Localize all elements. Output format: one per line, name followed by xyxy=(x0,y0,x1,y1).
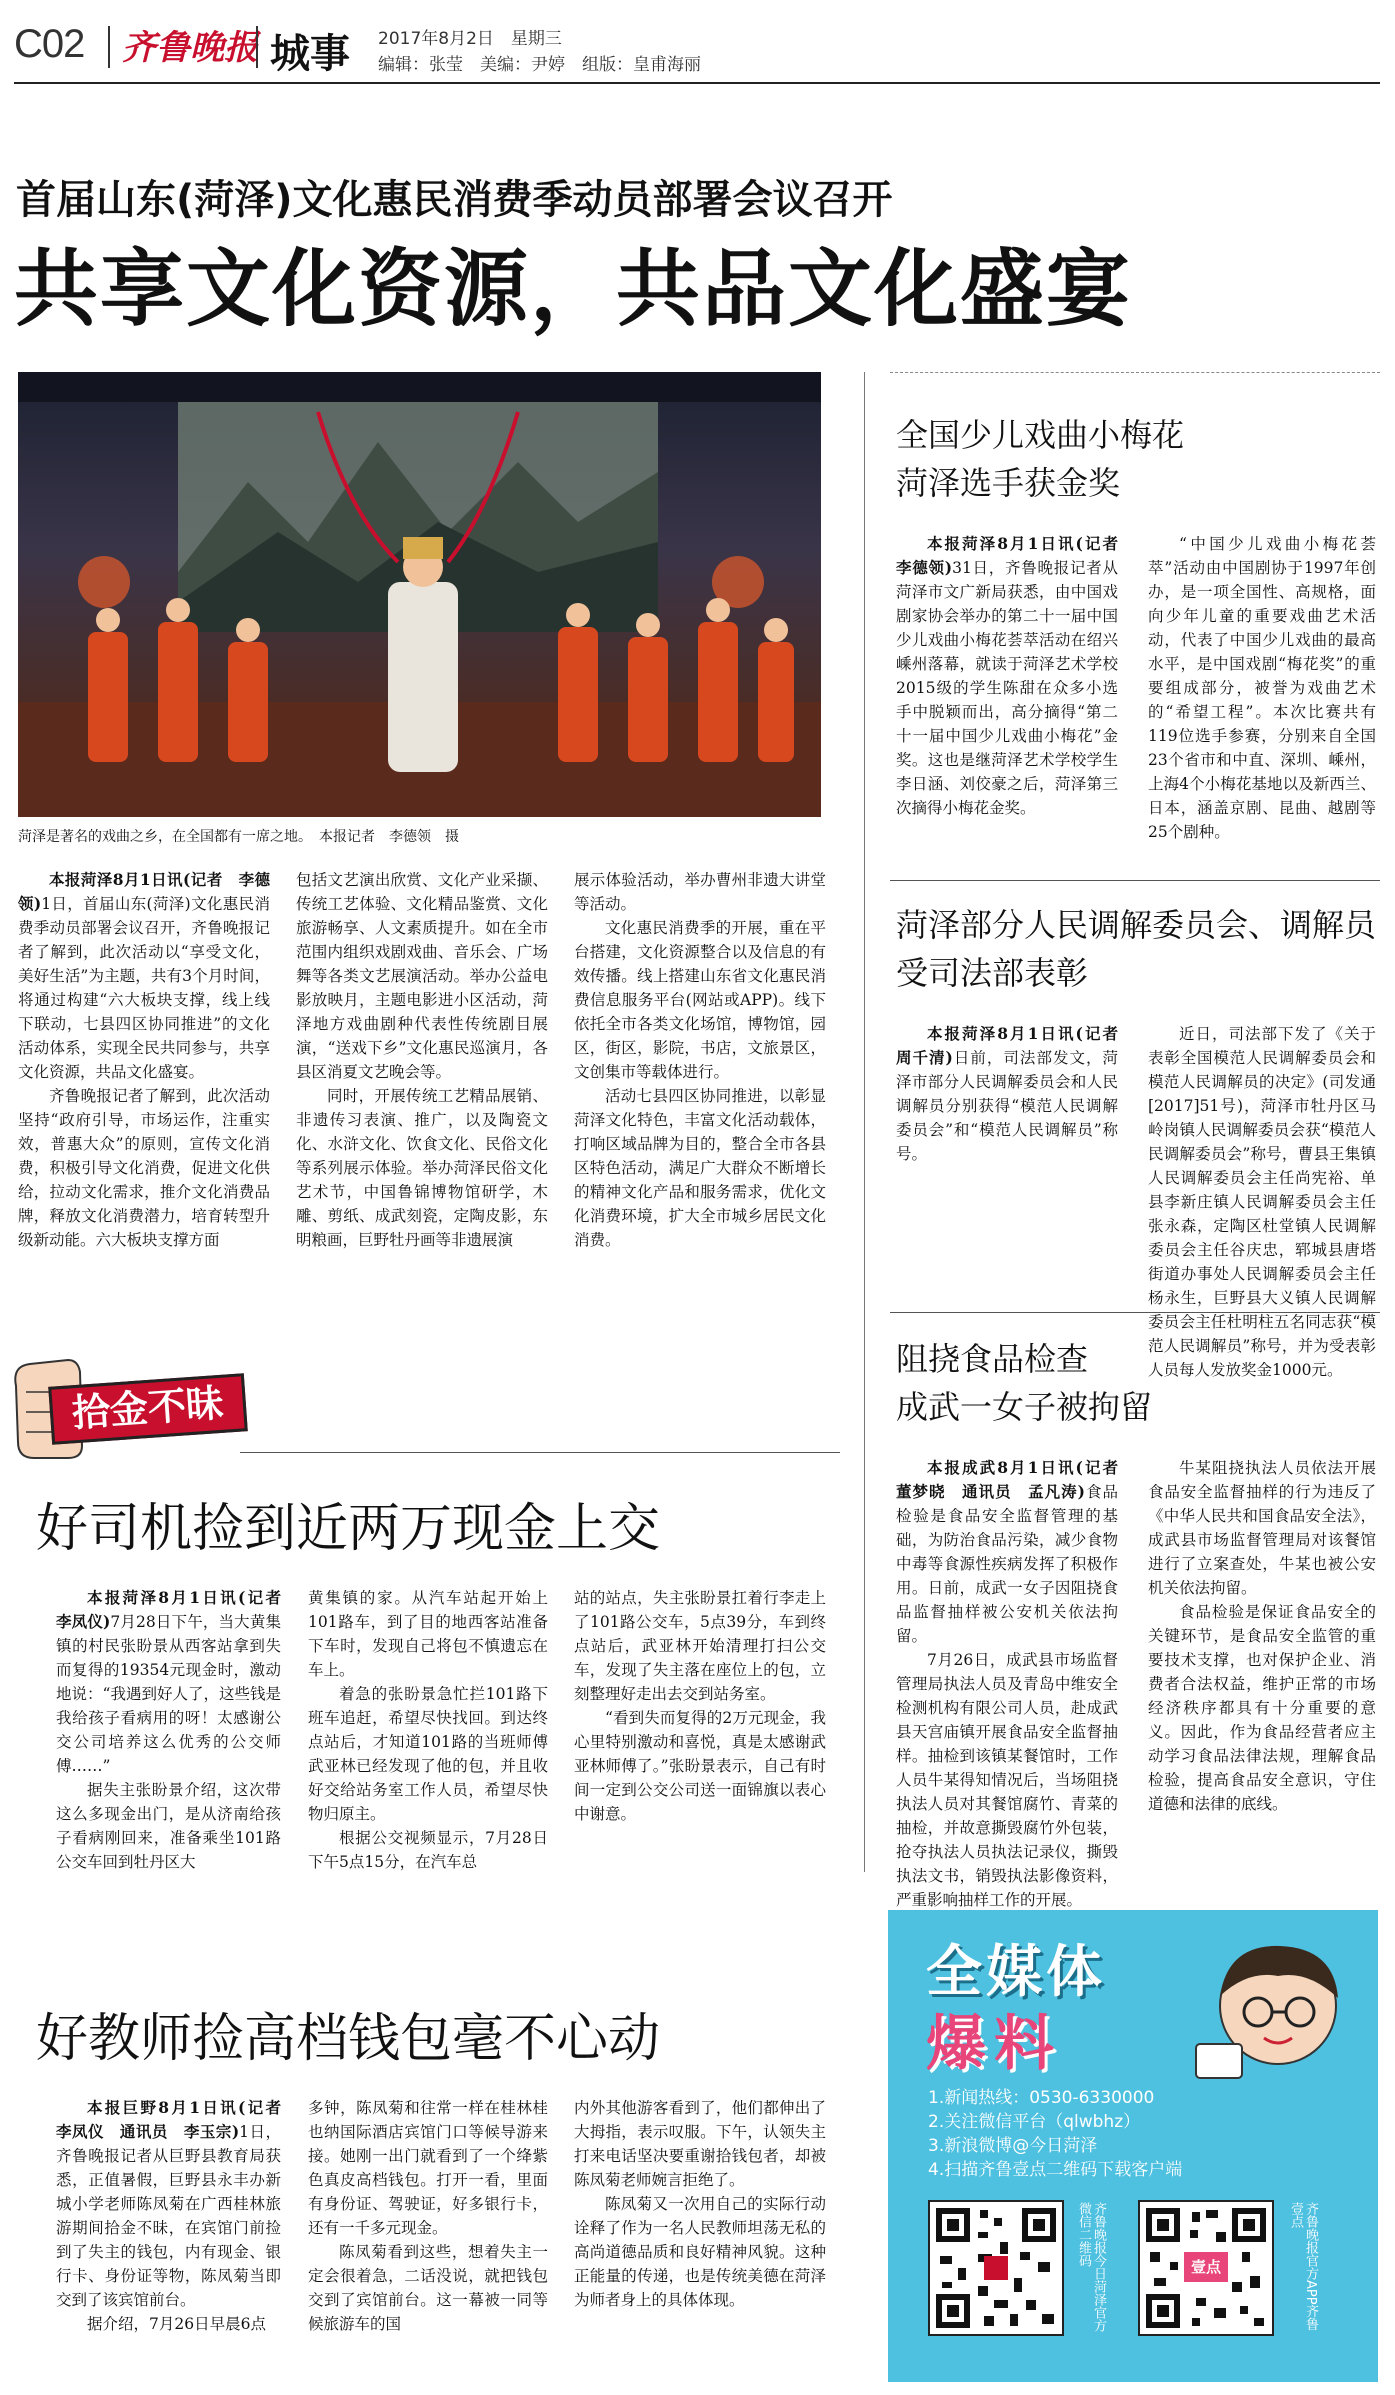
ad-contact-line: 3.新浪微博@今日菏泽 xyxy=(928,2136,1098,2156)
side3-column-2 xyxy=(1148,1456,1376,1816)
header-divider xyxy=(256,26,258,68)
side1-paragraph: 31日，齐鲁晚报记者从菏泽市文广新局获悉，由中国戏剧家协会举办的第二十一届中国少儿戏曲小梅花荟萃活动在绍兴嵊州落幕，就读于菏泽艺术学校2015级的学生陈甜在众多小选手中脱颖而出，高分摘得“第二十一届中国少儿戏曲小梅花”金奖。这也是继菏泽艺术学校学生李日涵、刘佼豪之后，菏泽第三次摘得小梅花金奖。 xyxy=(896,559,1118,817)
side1-byline: 本报菏泽8月1日讯(记者 李德领) xyxy=(896,534,1134,577)
lead-paragraph: 同时，开展传统工艺精品展销、非遗传习表演、推广，以及陶瓷文化、水浒文化、饮食文化、民俗文化等系列展示体验。举办菏泽民俗文化艺术节，中国鲁锦博物馆研学，木雕、剪纸、成武刻瓷，定陶皮影，东明粮画，巨野牡丹画等非遗展演 xyxy=(296,1087,548,1249)
section-rule xyxy=(890,1312,1380,1313)
lead-column-1 xyxy=(18,868,270,1252)
photo-caption: 菏泽是著名的戏曲之乡，在全国都有一席之地。 本报记者 李德领 摄 xyxy=(18,829,459,845)
ad-contact-line: 1.新闻热线：0530-6330000 xyxy=(928,2088,1155,2108)
story2-column-3 xyxy=(574,1586,826,1826)
story3-column-3 xyxy=(574,2096,826,2312)
section-name: 城事 xyxy=(270,31,350,77)
side2-byline: 本报菏泽8月1日讯(记者 周千清) xyxy=(896,1024,1134,1067)
column-badge xyxy=(8,1346,240,1466)
lead-paragraph: 活动七县四区协同推进，以彰显菏泽文化特色，丰富文化活动载体，打响区域品牌为目的，整合全市各县区特色活动，满足广大群众不断增长的精神文化产品和服务需求，优化文化消费环境，扩大全市城乡居民文化消费。 xyxy=(574,1087,826,1249)
lead-paragraph: 1日，首届山东(菏泽)文化惠民消费季动员部署会议召开，齐鲁晚报记者了解到，此次活动以“享受文化，美好生活”为主题，共有3个月时间，将通过构建“六大板块支撑，线上线下联动，七县四区协同推进”的文化活动体系，实现全民共同参与，共享文化资源，共品文化盛宴。 xyxy=(18,895,270,1081)
side3-byline: 本报成武8月1日讯(记者 董梦晓 通讯员 孟凡涛) xyxy=(896,1458,1134,1501)
lead-paragraph: 展示体验活动，举办曹州非遗大讲堂等活动。 xyxy=(574,871,826,913)
story2-column-2 xyxy=(308,1586,548,1874)
side1-paragraph: “中国少儿戏曲小梅花荟萃”活动由中国剧协于1997年创办，是一项全国性、高规格，面向少年儿童的重要戏曲艺术活动，代表了中国少儿戏曲的最高水平，是中国戏剧“梅花奖”的重要组成部分，被誉为戏曲艺术的“希望工程”。本次比赛共有119位选手参赛，分别来自全国23个省市和中直、深圳、嵊州，上海4个小梅花基地以及新西兰、日本，涵盖京剧、昆曲、越剧等25个剧种。 xyxy=(1148,535,1376,841)
ad-contact-line: 4.扫描齐鲁壹点二维码下载客户端 xyxy=(928,2160,1183,2180)
section-rule xyxy=(240,1452,840,1453)
lead-title: 共享文化资源，共品文化盛宴 xyxy=(14,240,1133,338)
story3-title: 好教师捡高档钱包毫不心动 xyxy=(36,2009,661,2069)
qr-code-icon xyxy=(930,2202,1062,2334)
section-rule xyxy=(890,372,1380,373)
wechat-qr-label: 齐鲁晚报今日菏泽官方微信二维码 xyxy=(1076,2202,1106,2332)
section-rule xyxy=(890,880,1380,881)
side3-column-1 xyxy=(896,1456,1134,1912)
lead-column-3 xyxy=(574,868,826,1252)
app-logo: 壹点 xyxy=(1184,2252,1228,2282)
story3-paragraph: 陈凤菊又一次用自己的实际行动诠释了作为一名人民教师坦荡无私的高尚道德品质和良好精神风貌。这种正能量的传递，也是传统美德在菏泽为师者身上的具体体现。 xyxy=(574,2195,826,2309)
side2-column-1 xyxy=(896,1022,1134,1166)
opera-stage-photo xyxy=(18,372,821,817)
story3-byline: 本报巨野8月1日讯(记者 李凤仪 通讯员 李玉宗) xyxy=(56,2098,297,2141)
issue-date: 2017年8月2日 星期三 xyxy=(378,29,562,49)
lead-paragraph: 包括文艺演出欣赏、文化产业采撷、传统工艺体验、文化精品鉴赏、文化旅游畅享、人文素质提升。如在全市范围内组织戏剧戏曲、音乐会、广场舞等各类文艺展演活动。举办公益电影放映月，主题电影进小区活动，菏泽地方戏曲剧种代表性传统剧目展演，“送戏下乡”文化惠民巡演月，各县区消夏文艺晚会等。 xyxy=(296,871,548,1081)
lead-kicker: 首届山东(菏泽)文化惠民消费季动员部署会议召开 xyxy=(16,177,893,223)
app-qr-label: 齐鲁晚报官方APP齐鲁壹点 xyxy=(1288,2202,1318,2331)
lead-paragraph: 齐鲁晚报记者了解到，此次活动坚持“政府引导，市场运作，注重实效，普惠大众”的原则，宣传文化消费，积极引导文化消费，促进文化供给，拉动文化需求，推介文化消费品牌，释放文化消费潜力，培育转型升级新动能。六大板块支撑方面 xyxy=(18,1087,270,1249)
side2-title-line2: 受司法部表彰 xyxy=(896,954,1089,992)
page-number: C02 xyxy=(14,22,85,66)
story3-paragraph: 内外其他游客看到了，他们都伸出了大拇指，表示叹服。下午，认领失主打来电话坚决要重谢拾钱包者，却被陈凤菊老师婉言拒绝了。 xyxy=(574,2099,826,2189)
story3-column-1 xyxy=(56,2096,297,2336)
story3-paragraph: 多钟，陈凤菊和往常一样在桂林桂也纳国际酒店宾馆门口等候导游来接。她刚一出门就看到了一个绛紫色真皮高档钱包。打开一看，里面有身份证、驾驶证，好多银行卡，还有一千多元现金。 xyxy=(308,2099,548,2237)
opera-stage-illustration xyxy=(18,372,821,817)
column-divider xyxy=(864,372,865,1872)
header-divider xyxy=(108,26,110,68)
lead-column-2 xyxy=(296,868,548,1252)
story2-paragraph: 7月28日下午，当大黄集镇的村民张盼景从西客站拿到失而复得的19354元现金时，激动地说：“我遇到好人了，这些钱是我给孩子看病用的呀！太感谢公交公司培养这么优秀的公交师傅……” xyxy=(56,1613,281,1775)
story3-paragraph: 1日，齐鲁晚报记者从巨野县教育局获悉，正值暑假，巨野县永丰办新城小学老师陈凤菊在广西桂林旅游期间拾金不昧，在宾馆门前捡到了失主的钱包，内有现金、银行卡、身份证等物，陈凤菊当即交到了该宾馆前台。 xyxy=(56,2123,281,2309)
side1-title-line1: 全国少儿戏曲小梅花 xyxy=(896,416,1185,454)
wechat-qr-code[interactable] xyxy=(928,2200,1064,2336)
staff-credits: 编辑：张莹 美编：尹婷 组版：皇甫海丽 xyxy=(378,55,701,75)
ad-title-line2: 爆料 xyxy=(926,2009,1062,2079)
side1-column-2 xyxy=(1148,532,1376,844)
side3-title-line2: 成武一女子被拘留 xyxy=(896,1388,1153,1426)
side2-column-2 xyxy=(1148,1022,1376,1382)
ad-contact-line: 2.关注微信平台（qlwbhz） xyxy=(928,2112,1141,2132)
story2-title: 好司机捡到近两万现金上交 xyxy=(36,1499,661,1559)
side3-paragraph: 食品检验是食品安全监督管理的基础，为防治食品污染，减少食物中毒等食源性疾病发挥了积极作用。日前，成武一女子因阻挠食品监督抽样被公安机关依法拘留。 xyxy=(896,1483,1118,1645)
side2-title-line1: 菏泽部分人民调解委员会、调解员 xyxy=(896,906,1377,944)
story3-paragraph: 陈凤菊看到这些，想着失主一定会很着急，二话没说，就把钱包交到了宾馆前台。这一幕被一同等候旅游车的国 xyxy=(308,2243,548,2333)
story3-paragraph: 据介绍，7月26日早晨6点 xyxy=(87,2315,266,2333)
lead-paragraph: 文化惠民消费季的开展，重在平台搭建，文化资源整合以及信息的有效传播。线上搭建山东省文化惠民消费信息服务平台(网站或APP)。线下依托全市各类文化场馆，博物馆，园区，街区，影院，书店，文旅景区，文创集市等载体进行。 xyxy=(574,919,826,1081)
story3-column-2 xyxy=(308,2096,548,2336)
column-badge-label: 拾金不昧 xyxy=(48,1373,248,1445)
side3-title-line1: 阻挠食品检查 xyxy=(896,1340,1089,1378)
app-qr-code[interactable] xyxy=(1138,2200,1274,2336)
side3-paragraph: 牛某阻挠执法人员依法开展食品安全监督抽样的行为违反了《中华人民共和国食品安全法》，成武县市场监督管理局对该餐馆进行了立案查处，牛某也被公安机关依法拘留。 xyxy=(1148,1459,1376,1597)
header-rule xyxy=(14,82,1380,84)
story2-column-1 xyxy=(56,1586,297,1874)
story2-paragraph: 着急的张盼景急忙拦101路下班车追赶，希望尽快找回。到达终点站后，才知道101路的当班师傅武亚林已经发现了他的包，并且收好交给站务室工作人员，希望尽快物归原主。 xyxy=(308,1685,548,1823)
side1-column-1 xyxy=(896,532,1134,820)
side1-title-line2: 菏泽选手获金奖 xyxy=(896,464,1121,502)
story2-paragraph: 根据公交视频显示，7月28日下午5点15分，在汽车总 xyxy=(308,1829,548,1871)
lead-byline: 本报菏泽8月1日讯(记者 李德领) xyxy=(18,870,270,913)
story2-byline: 本报菏泽8月1日讯(记者 李凤仪) xyxy=(56,1588,297,1631)
ad-title-line1: 全媒体 xyxy=(926,1940,1106,2005)
side2-paragraph: 近日，司法部下发了《关于表彰全国模范人民调解委员会和模范人民调解员的决定》(司发通[2017]51号)，菏泽市牡丹区马岭岗镇人民调解委员会获“模范人民调解委员会”称号，曹县王集镇人民调解委员会主任尚宪裕、单县李新庄镇人民调解委员会主任张永森，定陶区杜堂镇人民调解委员会主任谷庆忠，郓城县唐塔街道办事处人民调解委员会主任杨永生，巨野县大义镇人民调解委员会主任杜明柱五名同志获“模范人民调解员”称号，并为受表彰人员每人发放奖金1000元。 xyxy=(1148,1025,1376,1379)
story2-paragraph: 据失主张盼景介绍，这次带这么多现金出门，是从济南给孩子看病刚回来，准备乘坐101路公交车回到牡丹区大 xyxy=(56,1781,281,1871)
tipoff-ad xyxy=(888,1910,1378,2382)
side3-paragraph: 食品检验是保证食品安全的关键环节，是食品安全监管的重要技术支撑，也对保护企业、消费者合法权益，维护正常的市场经济秩序都具有十分重要的意义。因此，作为食品经营者应主动学习食品法律法规，理解食品检验，提高食品安全意识，守住道德和法律的底线。 xyxy=(1148,1603,1376,1813)
newspaper-logo: 齐鲁晚报 xyxy=(122,28,258,68)
story2-paragraph: “看到失而复得的2万元现金，我心里特别激动和喜悦，真是太感谢武亚林师傅了。”张盼景表示，自己有时间一定到公交公司送一面锦旗以表心中谢意。 xyxy=(574,1709,826,1823)
side3-paragraph: 7月26日，成武县市场监督管理局执法人员及青岛中维安全检测机构有限公司人员，赴成武县天宫庙镇开展食品安全监督抽样。抽检到该镇某餐馆时，工作人员牛某得知情况后，当场阻挠执法人员对其餐馆腐竹、青菜的抽检，并故意撕毁腐竹外包装，抢夺执法人员执法记录仪，撕毁执法文书，销毁执法影像资料，严重影响抽样工作的开展。 xyxy=(896,1651,1118,1909)
story2-paragraph: 站的站点，失主张盼景扛着行李走上了101路公交车，5点39分，车到终点站后，武亚林开始清理打扫公交车，发现了失主落在座位上的包，立刻整理好走出去交到站务室。 xyxy=(574,1589,826,1703)
cartoon-reporter-icon xyxy=(1188,1926,1358,2096)
ad-contact-list xyxy=(928,2086,1182,2182)
side2-paragraph: 日前，司法部发文，菏泽市部分人民调解委员会和人民调解员分别获得“模范人民调解委员会”和“模范人民调解员”称号。 xyxy=(896,1049,1118,1163)
story2-paragraph: 黄集镇的家。从汽车站起开始上101路车，到了目的地西客站准备下车时，发现自己将包不慎遗忘在车上。 xyxy=(308,1589,548,1679)
